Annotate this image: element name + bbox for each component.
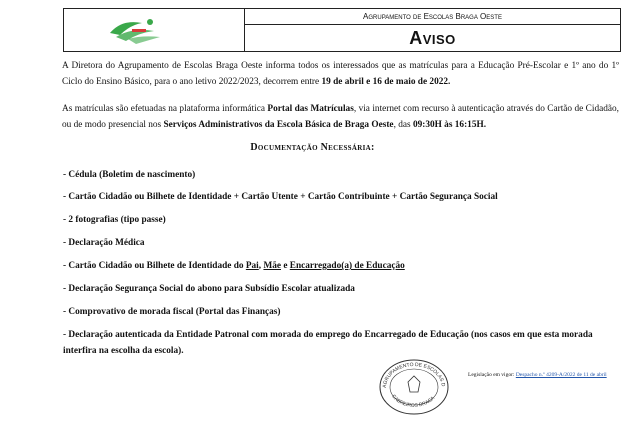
stamp-top-text: AGRUPAMENTO DE ESCOLAS D (381, 361, 446, 389)
doc-item-4: - Declaração Médica (63, 238, 145, 248)
intro-paragraph (62, 58, 619, 90)
docs-title: Documentação Necessária: (250, 142, 375, 153)
doc-item-5-sep2: e (281, 261, 290, 271)
info-text-2: , via internet com recurso à autenticação através do Cartão de Cidadão, ou de modo presencial nos (62, 104, 619, 130)
info-text-3: , das (393, 120, 413, 130)
doc-item-7: - Comprovativo de morada fiscal (Portal das Finanças) (63, 307, 281, 317)
legislation-note (468, 372, 607, 378)
school-stamp-icon (378, 358, 450, 416)
doc-item-8: - Declaração autenticada da Entidade Patronal com morada do emprego do Encarregado de Educação (nos casos em que esta morada interfira na escolha da escola). (63, 330, 593, 356)
doc-item-5-pai: Pai (245, 261, 259, 271)
legislation-link[interactable]: Despacho n.º 4209-A/2022 de 11 de abril (515, 372, 607, 378)
legislation-label: Legislação em vigor: (468, 372, 516, 378)
svg-text:AGRUPAMENTO DE ESCOLAS DE BRAG (378, 358, 446, 388)
svg-text:CABREIROS BRAGA (390, 394, 436, 409)
header-box (63, 8, 621, 52)
logo-cell (64, 9, 245, 51)
doc-item-3: - 2 fotografias (tipo passe) (63, 215, 166, 225)
portal-name: Portal das Matrículas (267, 104, 354, 114)
doc-item-1: - Cédula (Boletim de nascimento) (63, 170, 196, 180)
info-text-1: As matrículas são efetuadas na plataforma informática (62, 104, 268, 114)
intro-text: A Diretora do Agrupamento de Escolas Braga Oeste informa todos os interessados que as matrículas para a Educação Pré-Escolar e 1º ano do 1º Ciclo do Ensino Básico, para o ano letivo 2022/2023, decorrem entre (62, 61, 619, 87)
intro-dates: 19 de abril e 16 de maio de 2022. (321, 77, 451, 87)
doc-item-5-encarregado: Encarregado(a) de Educação (289, 261, 405, 271)
doc-item-5-sep1: , (258, 261, 264, 271)
doc-item-5 (63, 258, 620, 274)
doc-item-5-mae: Mãe (263, 261, 281, 271)
doc-item-2: - Cartão Cidadão ou Bilhete de Identidade + Cartão Utente + Cartão Contribuinte + Cartão Segurança Social (63, 192, 498, 202)
stamp-bottom-text: CABREIROS BRAGA (390, 393, 437, 409)
opening-hours: 09:30H às 16:15H. (412, 120, 487, 130)
doc-item-5-prefix: - Cartão Cidadão ou Bilhete de Identidade do (63, 261, 246, 271)
title-cell (245, 9, 620, 51)
doc-item-6: - Declaração Segurança Social do abono para Subsídio Escolar atualizada (63, 284, 355, 294)
info-paragraph (62, 101, 619, 133)
services-name: Serviços Administrativos da Escola Básica de Braga Oeste (163, 120, 394, 130)
org-name: Agrupamento de Escolas Braga Oeste (245, 9, 620, 25)
school-logo-icon (102, 13, 174, 47)
page-title: Aviso (409, 28, 456, 48)
